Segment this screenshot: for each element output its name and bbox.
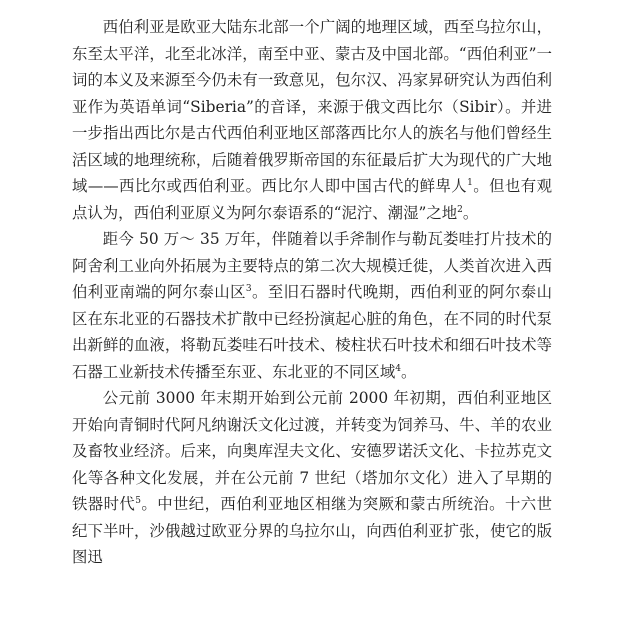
document-page bbox=[72, 14, 552, 571]
footnote-marker[interactable]: 1 bbox=[467, 177, 473, 188]
text-run: 。中世纪，西伯利亚地区相继为突厥和蒙古所统治。十六世纪下半叶，沙俄越过欧亚分界的乌拉尔山，向西伯利亚扩张，使它的版图迅 bbox=[72, 495, 552, 566]
paragraph-bronze-age bbox=[72, 385, 552, 571]
footnote-marker[interactable]: 3 bbox=[245, 283, 252, 294]
text-run: 公元前 3000 年末期开始到公元前 2000 年初期，西伯利亚地区开始向青铜时代阿凡纳谢沃文化过渡，并转变为饲养马、牛、羊的农业及畜牧业经济。后来，向奥库涅夫文化、安德罗诺沃文化、卡拉苏克文化等各种文化发展，并在公元前 7 世纪（塔加尔文化）进入了早期的铁器时代 bbox=[72, 389, 552, 513]
paragraph-paleolithic bbox=[72, 226, 552, 385]
text-run: 。但也有观点认为，西伯利亚原义为阿尔泰语系的“泥泞、潮湿”之地 bbox=[72, 177, 552, 222]
text-run: 西伯利亚是欧亚大陆东北部一个广阔的地理区域，西至乌拉尔山，东至太平洋，北至北冰洋，南至中亚、蒙古及中国北部。“西伯利亚”一词的本义及来源至今仍未有一致意见，包尔汉、冯家昇研究认为西伯利亚作为英语单词“Siberia”的音译，来源于俄文西比尔（Sibir）。并进一步指出西比尔是古代西伯利亚地区部落西比尔人的族名与他们曾经生活区域的地理统称，后随着俄罗斯帝国的东征最后扩大为现代的广大地域——西比尔或西伯利亚。西比尔人即中国古代的鲜卑人 bbox=[72, 18, 552, 195]
footnote-marker[interactable]: 5 bbox=[135, 495, 141, 506]
text-run: 。 bbox=[462, 203, 479, 222]
paragraph-siberia-definition bbox=[72, 14, 552, 226]
text-run: 距今 50 万～ 35 万年，伴随着以手斧制作与勒瓦娄哇打片技术的阿舍利工业向外拓展为主要特点的第二次大规模迁徙，人类首次进入西伯利亚南端的阿尔泰山区 bbox=[72, 230, 552, 301]
text-run: 。至旧石器时代晚期，西伯利亚的阿尔泰山区在东北亚的石器技术扩散中已经扮演起心脏的角色，在不同的时代泵出新鲜的血液，将勒瓦娄哇石叶技术、棱柱状石叶技术和细石叶技术等石器工业新技术传播至东亚、东北亚的不同区域 bbox=[72, 283, 552, 381]
text-run: 。 bbox=[400, 362, 417, 381]
footnote-marker[interactable]: 4 bbox=[395, 363, 401, 374]
footnote-marker[interactable]: 2 bbox=[457, 204, 463, 215]
